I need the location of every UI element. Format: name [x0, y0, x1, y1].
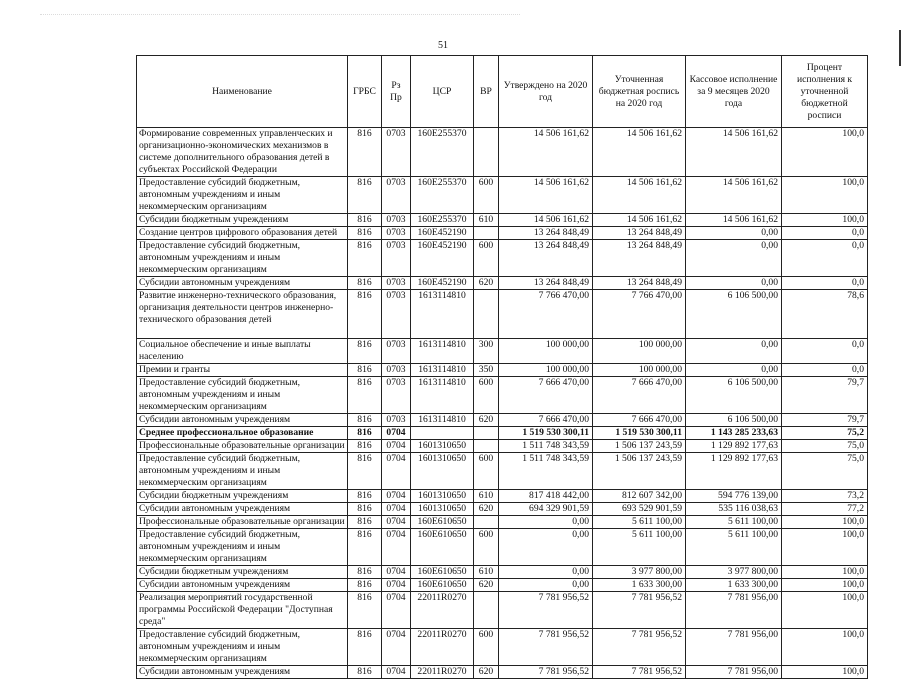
table-cell-csr: 1613114810	[411, 290, 474, 339]
table-cell-percent: 0,0	[782, 227, 868, 240]
table-cell-cash: 6 106 500,00	[686, 414, 782, 427]
table-cell-grbs: 816	[348, 666, 382, 679]
table-cell-grbs: 816	[348, 177, 382, 214]
table-cell-specified: 14 506 161,62	[593, 128, 686, 177]
table-cell-rz-pr: 0704	[382, 453, 411, 490]
header-cash: Кассовое исполнение за 9 месяцев 2020 года	[686, 56, 782, 128]
table-row	[137, 377, 868, 414]
table-cell-vr	[474, 427, 499, 440]
table-cell-cash: 0,00	[686, 364, 782, 377]
table-row	[137, 177, 868, 214]
table-cell-rz-pr: 0704	[382, 566, 411, 579]
header-specified: Уточненная бюджетная роспись на 2020 год	[593, 56, 686, 128]
table-cell-csr: 1601310650	[411, 490, 474, 503]
table-cell-csr: 22011R0270	[411, 629, 474, 666]
table-cell-cash: 1 143 285 233,63	[686, 427, 782, 440]
table-cell-name: Премии и гранты	[137, 364, 348, 377]
table-cell-specified: 5 611 100,00	[593, 529, 686, 566]
table-cell-vr: 600	[474, 629, 499, 666]
table-cell-csr: 1613114810	[411, 339, 474, 364]
table-cell-cash: 0,00	[686, 240, 782, 277]
table-cell-vr: 600	[474, 377, 499, 414]
table-cell-approved: 7 766 470,00	[499, 290, 593, 339]
table-cell-name: Предоставление субсидий бюджетным, автономным учреждениям и иным некоммерческим организациям	[137, 629, 348, 666]
table-cell-name: Профессиональные образовательные организации	[137, 516, 348, 529]
table-cell-grbs: 816	[348, 440, 382, 453]
table-cell-specified: 13 264 848,49	[593, 240, 686, 277]
table-cell-vr: 620	[474, 277, 499, 290]
table-cell-csr: 160E255370	[411, 128, 474, 177]
table-cell-percent: 100,0	[782, 177, 868, 214]
table-body	[137, 128, 868, 679]
table-cell-csr: 160E255370	[411, 214, 474, 227]
header-vr: ВР	[474, 56, 499, 128]
table-cell-grbs: 816	[348, 529, 382, 566]
table-cell-grbs: 816	[348, 566, 382, 579]
table-cell-approved: 14 506 161,62	[499, 214, 593, 227]
table-cell-grbs: 816	[348, 214, 382, 227]
table-cell-approved: 13 264 848,49	[499, 240, 593, 277]
table-cell-cash: 6 106 500,00	[686, 290, 782, 339]
table-row	[137, 414, 868, 427]
table-cell-csr: 160E452190	[411, 277, 474, 290]
table-cell-specified: 3 977 800,00	[593, 566, 686, 579]
table-cell-percent: 75,0	[782, 453, 868, 490]
table-cell-rz-pr: 0703	[382, 364, 411, 377]
table-cell-rz-pr: 0704	[382, 490, 411, 503]
table-row	[137, 579, 868, 592]
table-cell-name: Субсидии автономным учреждениям	[137, 503, 348, 516]
table-cell-rz-pr: 0704	[382, 440, 411, 453]
table-cell-name: Формирование современных управленческих и организационно-экономических механизмов в системе дополнительного образования детей в субъектах Российской Федерации	[137, 128, 348, 177]
page-number: 51	[438, 40, 448, 51]
budget-table	[136, 55, 868, 679]
table-cell-csr: 160E452190	[411, 240, 474, 277]
table-cell-percent: 100,0	[782, 629, 868, 666]
table-cell-percent: 0,0	[782, 364, 868, 377]
header-approved: Утверждено на 2020 год	[499, 56, 593, 128]
table-cell-name: Субсидии бюджетным учреждениям	[137, 566, 348, 579]
table-cell-vr: 300	[474, 339, 499, 364]
table-cell-specified: 812 607 342,00	[593, 490, 686, 503]
table-cell-percent: 100,0	[782, 566, 868, 579]
table-cell-cash: 7 781 956,00	[686, 666, 782, 679]
table-cell-csr: 1613114810	[411, 414, 474, 427]
table-cell-csr: 22011R0270	[411, 666, 474, 679]
table-cell-specified: 7 781 956,52	[593, 629, 686, 666]
table-cell-approved: 14 506 161,62	[499, 128, 593, 177]
table-cell-grbs: 816	[348, 128, 382, 177]
table-cell-approved: 0,00	[499, 529, 593, 566]
table-cell-approved: 694 329 901,59	[499, 503, 593, 516]
table-cell-specified: 1 506 137 243,59	[593, 453, 686, 490]
table-row	[137, 516, 868, 529]
table-cell-rz-pr: 0703	[382, 214, 411, 227]
table-cell-vr: 620	[474, 414, 499, 427]
table-cell-name: Субсидии автономным учреждениям	[137, 414, 348, 427]
table-cell-cash: 0,00	[686, 277, 782, 290]
table-cell-approved: 100 000,00	[499, 339, 593, 364]
table-cell-name: Создание центров цифрового образования детей	[137, 227, 348, 240]
table-cell-approved: 13 264 848,49	[499, 227, 593, 240]
header-rz-pr: Рз Пр	[382, 56, 411, 128]
table-cell-specified: 100 000,00	[593, 364, 686, 377]
table-cell-vr: 620	[474, 579, 499, 592]
table-cell-name: Субсидии бюджетным учреждениям	[137, 490, 348, 503]
table-cell-specified: 7 666 470,00	[593, 377, 686, 414]
table-cell-grbs: 816	[348, 629, 382, 666]
table-row	[137, 453, 868, 490]
table-cell-vr: 600	[474, 453, 499, 490]
table-cell-approved: 7 666 470,00	[499, 414, 593, 427]
table-cell-vr	[474, 290, 499, 339]
table-cell-specified: 1 633 300,00	[593, 579, 686, 592]
table-cell-approved: 7 781 956,52	[499, 592, 593, 629]
table-cell-vr	[474, 592, 499, 629]
table-cell-rz-pr: 0704	[382, 529, 411, 566]
table-cell-cash: 0,00	[686, 339, 782, 364]
table-row	[137, 290, 868, 339]
table-cell-rz-pr: 0704	[382, 592, 411, 629]
table-cell-approved: 1 519 530 300,11	[499, 427, 593, 440]
table-row	[137, 227, 868, 240]
table-cell-percent: 100,0	[782, 214, 868, 227]
table-cell-percent: 0,0	[782, 339, 868, 364]
table-cell-rz-pr: 0703	[382, 377, 411, 414]
scan-edge-mark	[899, 30, 901, 66]
table-cell-specified: 13 264 848,49	[593, 227, 686, 240]
table-cell-percent: 78,6	[782, 290, 868, 339]
header-name: Наименование	[137, 56, 348, 128]
table-cell-rz-pr: 0704	[382, 579, 411, 592]
table-cell-percent: 75,0	[782, 440, 868, 453]
table-cell-grbs: 816	[348, 592, 382, 629]
table-cell-cash: 14 506 161,62	[686, 128, 782, 177]
table-cell-cash: 7 781 956,00	[686, 592, 782, 629]
table-cell-grbs: 816	[348, 240, 382, 277]
table-cell-csr	[411, 427, 474, 440]
table-row	[137, 566, 868, 579]
table-row	[137, 666, 868, 679]
table-cell-approved: 14 506 161,62	[499, 177, 593, 214]
table-cell-cash: 14 506 161,62	[686, 177, 782, 214]
table-cell-grbs: 816	[348, 277, 382, 290]
table-cell-vr: 610	[474, 566, 499, 579]
table-cell-name: Субсидии автономным учреждениям	[137, 579, 348, 592]
table-cell-csr: 160E255370	[411, 177, 474, 214]
table-cell-percent: 0,0	[782, 240, 868, 277]
table-cell-name: Социальное обеспечение и иные выплаты населению	[137, 339, 348, 364]
table-cell-name: Предоставление субсидий бюджетным, автономным учреждениям и иным некоммерческим организациям	[137, 453, 348, 490]
table-cell-approved: 7 781 956,52	[499, 629, 593, 666]
table-cell-approved: 0,00	[499, 516, 593, 529]
table-cell-grbs: 816	[348, 227, 382, 240]
table-row	[137, 440, 868, 453]
table-cell-rz-pr: 0704	[382, 427, 411, 440]
table-row	[137, 240, 868, 277]
table-row	[137, 427, 868, 440]
table-cell-grbs: 816	[348, 339, 382, 364]
table-cell-vr: 600	[474, 240, 499, 277]
table-row	[137, 592, 868, 629]
table-cell-csr: 160E452190	[411, 227, 474, 240]
table-cell-cash: 1 633 300,00	[686, 579, 782, 592]
table-cell-rz-pr: 0703	[382, 277, 411, 290]
scan-artifact	[40, 14, 520, 19]
table-cell-rz-pr: 0704	[382, 516, 411, 529]
table-cell-approved: 7 666 470,00	[499, 377, 593, 414]
table-cell-name: Среднее профессиональное образование	[137, 427, 348, 440]
table-cell-grbs: 816	[348, 290, 382, 339]
header-percent: Процент исполнения к уточненной бюджетной росписи	[782, 56, 868, 128]
table-cell-vr: 600	[474, 177, 499, 214]
table-cell-rz-pr: 0703	[382, 128, 411, 177]
table-cell-cash: 7 781 956,00	[686, 629, 782, 666]
table-cell-specified: 7 781 956,52	[593, 666, 686, 679]
table-cell-cash: 535 116 038,63	[686, 503, 782, 516]
table-cell-vr: 610	[474, 490, 499, 503]
table-cell-rz-pr: 0703	[382, 414, 411, 427]
table-cell-csr: 160E610650	[411, 566, 474, 579]
table-cell-approved: 0,00	[499, 566, 593, 579]
table-cell-approved: 1 511 748 343,59	[499, 453, 593, 490]
table-cell-percent: 100,0	[782, 666, 868, 679]
table-cell-csr: 1601310650	[411, 440, 474, 453]
table-cell-grbs: 816	[348, 503, 382, 516]
table-cell-rz-pr: 0703	[382, 290, 411, 339]
table-cell-percent: 79,7	[782, 377, 868, 414]
table-cell-specified: 7 781 956,52	[593, 592, 686, 629]
table-cell-name: Предоставление субсидий бюджетным, автономным учреждениям и иным некоммерческим организациям	[137, 240, 348, 277]
table-cell-percent: 0,0	[782, 277, 868, 290]
table-cell-rz-pr: 0703	[382, 240, 411, 277]
table-cell-cash: 1 129 892 177,63	[686, 440, 782, 453]
table-cell-name: Предоставление субсидий бюджетным, автономным учреждениям и иным некоммерческим организациям	[137, 529, 348, 566]
table-cell-specified: 1 519 530 300,11	[593, 427, 686, 440]
table-cell-rz-pr: 0703	[382, 339, 411, 364]
table-cell-grbs: 816	[348, 427, 382, 440]
table-cell-specified: 14 506 161,62	[593, 177, 686, 214]
table-cell-specified: 13 264 848,49	[593, 277, 686, 290]
table-cell-grbs: 816	[348, 579, 382, 592]
table-cell-grbs: 816	[348, 490, 382, 503]
table-cell-vr	[474, 516, 499, 529]
table-cell-name: Субсидии автономным учреждениям	[137, 277, 348, 290]
table-cell-rz-pr: 0703	[382, 227, 411, 240]
table-cell-vr	[474, 440, 499, 453]
table-cell-csr: 1601310650	[411, 453, 474, 490]
header-csr: ЦСР	[411, 56, 474, 128]
header-grbs: ГРБС	[348, 56, 382, 128]
table-cell-vr: 620	[474, 666, 499, 679]
table-cell-percent: 100,0	[782, 592, 868, 629]
table-cell-vr: 600	[474, 529, 499, 566]
table-cell-percent: 100,0	[782, 529, 868, 566]
table-cell-grbs: 816	[348, 414, 382, 427]
table-cell-percent: 100,0	[782, 579, 868, 592]
table-cell-percent: 79,7	[782, 414, 868, 427]
table-row	[137, 364, 868, 377]
table-cell-approved: 0,00	[499, 579, 593, 592]
table-cell-cash: 3 977 800,00	[686, 566, 782, 579]
table-cell-name: Профессиональные образовательные организации	[137, 440, 348, 453]
table-cell-csr: 160E610650	[411, 529, 474, 566]
table-cell-percent: 77,2	[782, 503, 868, 516]
table-cell-approved: 100 000,00	[499, 364, 593, 377]
table-cell-vr: 350	[474, 364, 499, 377]
table-cell-cash: 5 611 100,00	[686, 516, 782, 529]
table-cell-csr: 160E610650	[411, 579, 474, 592]
table-cell-percent: 100,0	[782, 128, 868, 177]
table-cell-cash: 6 106 500,00	[686, 377, 782, 414]
table-cell-specified: 7 666 470,00	[593, 414, 686, 427]
table-cell-specified: 14 506 161,62	[593, 214, 686, 227]
table-row	[137, 214, 868, 227]
table-cell-rz-pr: 0704	[382, 503, 411, 516]
table-cell-cash: 0,00	[686, 227, 782, 240]
table-cell-specified: 5 611 100,00	[593, 516, 686, 529]
table-cell-grbs: 816	[348, 364, 382, 377]
table-cell-cash: 1 129 892 177,63	[686, 453, 782, 490]
table-cell-rz-pr: 0704	[382, 666, 411, 679]
table-cell-cash: 5 611 100,00	[686, 529, 782, 566]
table-row	[137, 339, 868, 364]
table-cell-specified: 1 506 137 243,59	[593, 440, 686, 453]
table-cell-name: Субсидии автономным учреждениям	[137, 666, 348, 679]
table-cell-percent: 75,2	[782, 427, 868, 440]
table-cell-approved: 817 418 442,00	[499, 490, 593, 503]
table-cell-specified: 100 000,00	[593, 339, 686, 364]
table-cell-approved: 7 781 956,52	[499, 666, 593, 679]
table-cell-cash: 594 776 139,00	[686, 490, 782, 503]
table-cell-csr: 22011R0270	[411, 592, 474, 629]
table-cell-csr: 1601310650	[411, 503, 474, 516]
table-cell-csr: 160E610650	[411, 516, 474, 529]
table-cell-csr: 1613114810	[411, 377, 474, 414]
table-cell-name: Предоставление субсидий бюджетным, автономным учреждениям и иным некоммерческим организациям	[137, 377, 348, 414]
table-cell-specified: 693 529 901,59	[593, 503, 686, 516]
table-cell-grbs: 816	[348, 453, 382, 490]
table-cell-percent: 100,0	[782, 516, 868, 529]
table-row	[137, 629, 868, 666]
table-cell-rz-pr: 0704	[382, 629, 411, 666]
table-cell-rz-pr: 0703	[382, 177, 411, 214]
table-cell-name: Реализация мероприятий государственной программы Российской Федерации "Доступная среда"	[137, 592, 348, 629]
table-row	[137, 128, 868, 177]
table-cell-name: Предоставление субсидий бюджетным, автономным учреждениям и иным некоммерческим организациям	[137, 177, 348, 214]
table-header-row	[137, 56, 868, 128]
table-row	[137, 490, 868, 503]
table-cell-grbs: 816	[348, 377, 382, 414]
table-row	[137, 503, 868, 516]
table-cell-csr: 1613114810	[411, 364, 474, 377]
table-cell-grbs: 816	[348, 516, 382, 529]
table-row	[137, 529, 868, 566]
table-cell-vr	[474, 128, 499, 177]
table-cell-vr	[474, 227, 499, 240]
table-cell-approved: 1 511 748 343,59	[499, 440, 593, 453]
table-cell-approved: 13 264 848,49	[499, 277, 593, 290]
table-cell-specified: 7 766 470,00	[593, 290, 686, 339]
table-row	[137, 277, 868, 290]
table-cell-percent: 73,2	[782, 490, 868, 503]
table-cell-name: Субсидии бюджетным учреждениям	[137, 214, 348, 227]
table-cell-vr: 620	[474, 503, 499, 516]
table-cell-name: Развитие инженерно-технического образования, организация деятельности центров инженерно-технического образования детей	[137, 290, 348, 339]
table-cell-cash: 14 506 161,62	[686, 214, 782, 227]
table-cell-vr: 610	[474, 214, 499, 227]
